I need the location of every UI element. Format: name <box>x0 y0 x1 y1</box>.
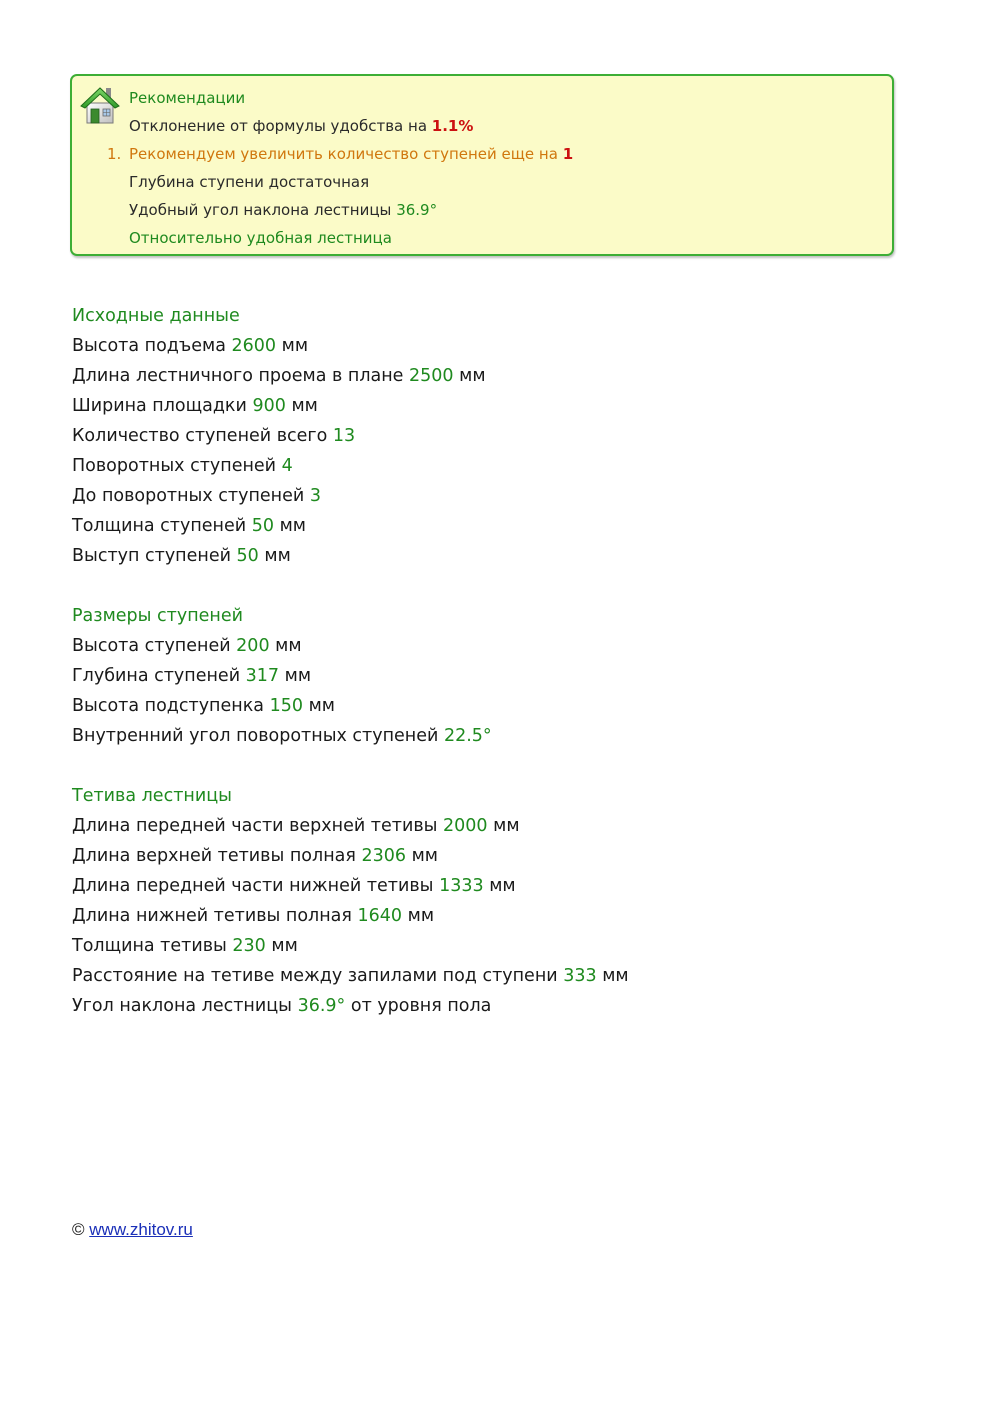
row-label: Поворотных ступеней <box>72 456 277 476</box>
row-label: Выступ ступеней <box>72 546 231 566</box>
row-value: 333 <box>563 966 597 986</box>
step-sizes-section <box>72 601 492 751</box>
rows-list <box>72 331 486 571</box>
row-value: 2000 <box>443 816 488 836</box>
row-unit: мм <box>489 876 516 896</box>
row-label: Длина верхней тетивы полная <box>72 846 356 866</box>
row-label: Внутренний угол поворотных ступеней <box>72 726 439 746</box>
row-unit: мм <box>281 336 309 356</box>
row-label: Длина лестничного проема в плане <box>72 366 404 386</box>
row-label: Угол наклона лестницы <box>72 996 292 1016</box>
row-value: 317 <box>245 666 280 686</box>
deviation-value: 1.1% <box>431 117 474 135</box>
data-row <box>72 421 486 451</box>
row-value: 22.5° <box>443 726 492 746</box>
row-label: Глубина ступеней <box>72 666 241 686</box>
row-value: 3 <box>309 486 321 506</box>
row-value: 150 <box>269 696 303 716</box>
data-row <box>72 931 629 961</box>
data-row <box>72 811 629 841</box>
verdict-line: Относительно удобная лестница <box>129 229 392 247</box>
row-value: 2500 <box>409 366 454 386</box>
data-row <box>72 391 486 421</box>
row-value: 1640 <box>357 906 403 926</box>
stringer-section <box>72 781 629 1021</box>
row-unit: мм <box>411 846 439 866</box>
row-label: Толщина тетивы <box>72 936 227 956</box>
row-label: Высота ступеней <box>72 636 231 656</box>
site-link[interactable]: www.zhitov.ru <box>89 1220 193 1239</box>
row-label: Длина передней части нижней тетивы <box>72 876 434 896</box>
row-label: Расстояние на тетиве между запилами под ступени <box>72 966 558 986</box>
row-value: 50 <box>251 516 274 536</box>
row-unit: мм <box>602 966 629 986</box>
rows-list <box>72 811 629 1021</box>
section-title: Тетива лестницы <box>72 786 232 806</box>
row-unit: мм <box>308 696 335 716</box>
increase-value: 1 <box>562 145 574 163</box>
row-label: Ширина площадки <box>72 396 247 416</box>
row-value: 200 <box>236 636 270 656</box>
row-label: Высота подъема <box>72 336 226 356</box>
increase-label: Рекомендуем увеличить количество ступеней еще на <box>129 145 558 163</box>
source-data-section <box>72 301 486 571</box>
row-unit: мм <box>279 516 306 536</box>
section-title: Размеры ступеней <box>72 606 244 626</box>
row-unit: мм <box>275 636 302 656</box>
row-value: 2306 <box>361 846 407 866</box>
data-row <box>72 481 486 511</box>
list-number: 1. <box>107 145 122 163</box>
footer <box>72 1219 193 1241</box>
data-row <box>72 661 492 691</box>
data-row <box>72 361 486 391</box>
data-row <box>72 991 629 1021</box>
row-label: Длина передней части верхней тетивы <box>72 816 438 836</box>
row-value: 36.9° <box>297 996 346 1016</box>
row-unit: мм <box>493 816 520 836</box>
data-row <box>72 691 492 721</box>
row-value: 1333 <box>439 876 484 896</box>
data-row <box>72 511 486 541</box>
row-label: Высота подступенка <box>72 696 264 716</box>
row-label: Количество ступеней всего <box>72 426 328 446</box>
section-title: Исходные данные <box>72 306 240 326</box>
row-unit: мм <box>284 666 312 686</box>
row-value: 4 <box>281 456 293 476</box>
row-unit: мм <box>407 906 435 926</box>
deviation-line <box>129 116 473 136</box>
recommendations-title: Рекомендации <box>129 89 246 107</box>
deviation-label: Отклонение от формулы удобства на <box>129 117 428 135</box>
data-row <box>72 631 492 661</box>
row-unit: мм <box>271 936 298 956</box>
angle-value: 36.9° <box>396 201 438 219</box>
row-value: 50 <box>236 546 259 566</box>
data-row <box>72 541 486 571</box>
row-value: 900 <box>252 396 286 416</box>
rows-list <box>72 631 492 751</box>
row-unit: мм <box>264 546 291 566</box>
copyright-symbol: © <box>72 1220 85 1239</box>
row-label: Длина нижней тетивы полная <box>72 906 352 926</box>
row-value: 230 <box>232 936 266 956</box>
data-row <box>72 871 629 901</box>
row-unit: от уровня пола <box>350 996 492 1016</box>
row-label: Толщина ступеней <box>72 516 247 536</box>
data-row <box>72 721 492 751</box>
data-row <box>72 331 486 361</box>
row-label: До поворотных ступеней <box>72 486 305 506</box>
data-row <box>72 451 486 481</box>
row-unit: мм <box>291 396 318 416</box>
house-icon <box>79 83 121 127</box>
recommendations-panel <box>70 74 894 256</box>
data-row <box>72 901 629 931</box>
row-value: 2600 <box>231 336 277 356</box>
depth-line: Глубина ступени достаточная <box>129 173 370 191</box>
data-row <box>72 961 629 991</box>
increase-steps-line <box>107 144 574 164</box>
data-row <box>72 841 629 871</box>
row-unit: мм <box>459 366 486 386</box>
row-value: 13 <box>332 426 356 446</box>
angle-label: Удобный угол наклона лестницы <box>129 201 392 219</box>
angle-line <box>129 200 437 220</box>
